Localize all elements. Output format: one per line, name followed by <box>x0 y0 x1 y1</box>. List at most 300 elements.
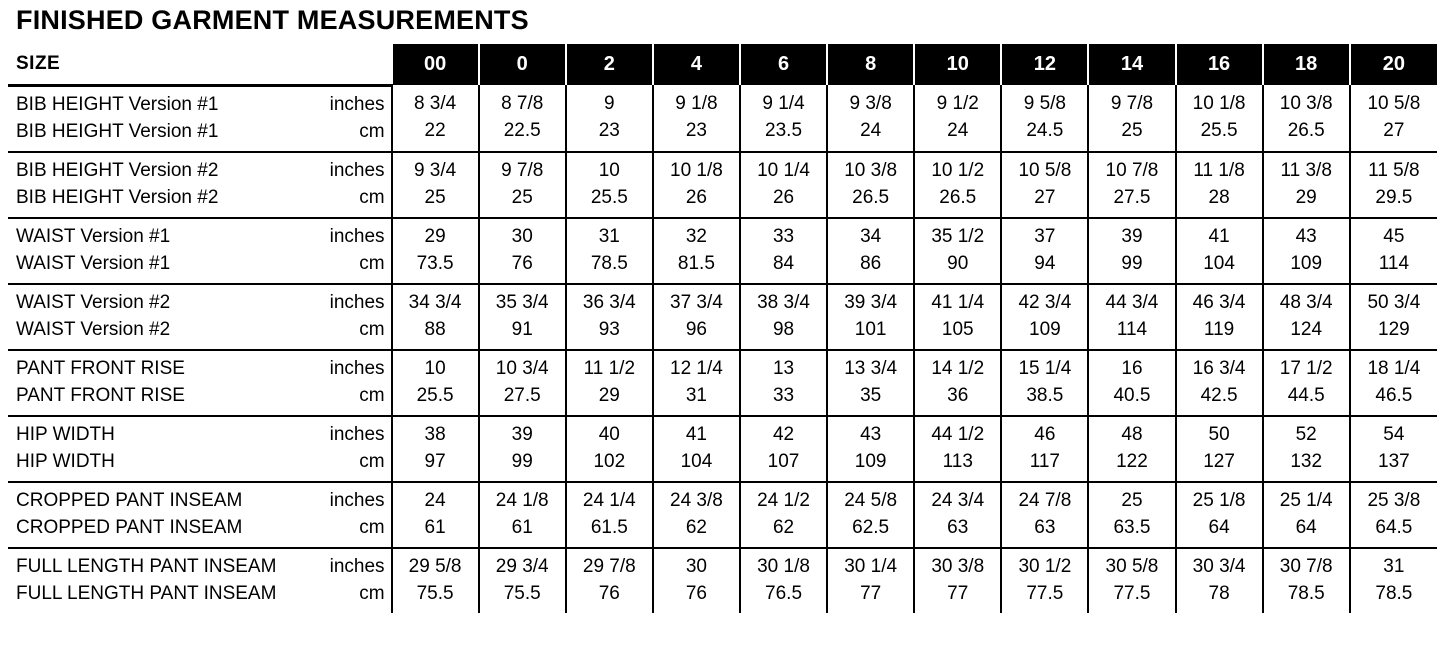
value-cm: 75.5 <box>416 582 454 604</box>
measurements-table <box>8 44 1437 613</box>
value-cell <box>827 152 914 218</box>
value-cm: 75.5 <box>503 582 541 604</box>
value-cell <box>1350 85 1437 152</box>
value-cm: 42.5 <box>1200 384 1238 406</box>
value-cm: 29 <box>598 384 620 406</box>
value-cm: 76 <box>598 582 620 604</box>
value-inches: 9 <box>604 92 615 114</box>
value-inches: 8 7/8 <box>501 92 544 114</box>
value-inches: 34 <box>860 225 882 247</box>
value-cm: 119 <box>1203 318 1235 340</box>
table-row <box>8 482 1437 548</box>
value-cm: 76 <box>685 582 707 604</box>
value-cm: 22 <box>424 119 446 141</box>
value-cm: 23 <box>598 119 620 141</box>
row-name-inches: FULL LENGTH PANT INSEAM <box>16 555 277 577</box>
size-header-label: SIZE <box>8 44 392 86</box>
value-cm: 26.5 <box>939 186 977 208</box>
value-inches: 25 3/8 <box>1367 489 1421 511</box>
value-cell <box>1350 152 1437 218</box>
value-cell <box>1176 152 1263 218</box>
value-cell <box>1263 350 1350 416</box>
row-unit-cm: cm <box>359 582 385 604</box>
value-cell <box>1001 548 1088 613</box>
value-inches: 35 1/2 <box>931 225 985 247</box>
value-cm: 26.5 <box>1287 119 1325 141</box>
table-row <box>8 218 1437 284</box>
value-cm: 93 <box>598 318 620 340</box>
value-inches: 9 7/8 <box>1110 92 1154 114</box>
value-cell <box>827 482 914 548</box>
value-cell <box>1263 482 1350 548</box>
value-cm: 62.5 <box>852 516 890 538</box>
value-cm: 27.5 <box>1113 186 1151 208</box>
value-cell <box>1001 85 1088 152</box>
row-unit-inches: inches <box>329 555 385 577</box>
value-cm: 64.5 <box>1375 516 1413 538</box>
value-cell <box>1263 284 1350 350</box>
value-inches: 10 <box>424 357 446 379</box>
value-cm: 94 <box>1034 252 1056 274</box>
value-cm: 127 <box>1203 450 1235 472</box>
value-cell <box>1088 218 1175 284</box>
size-column-header-16: 16 <box>1176 44 1263 86</box>
value-cm: 44.5 <box>1287 384 1325 406</box>
table-row <box>8 284 1437 350</box>
value-inches: 39 <box>1121 225 1143 247</box>
value-inches: 25 1/8 <box>1192 489 1246 511</box>
value-inches: 24 7/8 <box>1018 489 1072 511</box>
value-cm: 26 <box>772 186 795 208</box>
value-cm: 78.5 <box>1375 582 1413 604</box>
value-cell <box>392 548 479 613</box>
value-cm: 24 <box>947 119 969 141</box>
value-cm: 78.5 <box>1287 582 1325 604</box>
size-column-header-18: 18 <box>1263 44 1350 86</box>
value-inches: 43 <box>1295 225 1317 247</box>
value-cell <box>1001 416 1088 482</box>
value-inches: 39 <box>511 423 533 445</box>
value-inches: 29 3/4 <box>495 555 549 577</box>
value-cm: 84 <box>772 252 795 274</box>
value-cell <box>392 416 479 482</box>
row-unit-cm: cm <box>359 516 385 538</box>
value-inches: 9 1/2 <box>936 92 979 114</box>
value-inches: 11 5/8 <box>1368 159 1420 181</box>
value-cell <box>827 548 914 613</box>
value-inches: 30 1/8 <box>757 555 810 577</box>
value-cell <box>653 350 740 416</box>
row-unit-inches: inches <box>329 357 385 379</box>
value-cm: 29 <box>1295 186 1317 208</box>
value-cm: 27 <box>1383 119 1405 141</box>
row-unit-inches: inches <box>329 93 385 115</box>
value-inches: 50 3/4 <box>1367 291 1421 313</box>
value-cm: 99 <box>1121 252 1143 274</box>
value-cm: 26 <box>685 186 707 208</box>
value-inches: 10 1/4 <box>757 159 810 181</box>
value-inches: 11 1/2 <box>583 357 636 379</box>
row-label-cell <box>8 284 392 350</box>
value-inches: 29 7/8 <box>582 555 636 577</box>
value-cell <box>1088 548 1175 613</box>
value-cell <box>914 284 1001 350</box>
value-cm: 122 <box>1116 450 1148 472</box>
value-cell <box>479 152 566 218</box>
value-inches: 10 1/8 <box>670 159 723 181</box>
value-cm: 46.5 <box>1375 384 1413 406</box>
value-cm: 107 <box>767 450 800 472</box>
value-inches: 41 <box>1208 225 1230 247</box>
value-cell <box>1001 152 1088 218</box>
value-inches: 9 7/8 <box>501 159 544 181</box>
value-inches: 24 3/8 <box>670 489 723 511</box>
value-cell <box>740 85 827 152</box>
value-cm: 77 <box>860 582 882 604</box>
value-cm: 97 <box>424 450 446 472</box>
row-label-cell <box>8 350 392 416</box>
row-label-cell <box>8 482 392 548</box>
value-cell <box>740 416 827 482</box>
value-cell <box>1176 350 1263 416</box>
value-cm: 38.5 <box>1026 384 1064 406</box>
table-body <box>8 85 1437 613</box>
value-inches: 46 3/4 <box>1192 291 1246 313</box>
value-inches: 13 <box>772 357 795 379</box>
row-unit-inches: inches <box>329 225 385 247</box>
value-cell <box>566 284 653 350</box>
table-header-row <box>8 44 1437 86</box>
table-row <box>8 548 1437 613</box>
value-cm: 22.5 <box>503 119 541 141</box>
row-name-inches: WAIST Version #1 <box>16 225 171 247</box>
value-inches: 30 5/8 <box>1105 555 1159 577</box>
value-cm: 62 <box>772 516 795 538</box>
value-inches: 24 <box>424 489 446 511</box>
value-cm: 109 <box>1290 252 1323 274</box>
value-inches: 31 <box>598 225 620 247</box>
value-inches: 10 3/8 <box>844 159 898 181</box>
value-inches: 33 <box>772 225 795 247</box>
row-label-cell <box>8 416 392 482</box>
value-cell <box>566 218 653 284</box>
value-cell <box>1088 284 1175 350</box>
row-unit-inches: inches <box>329 159 385 181</box>
value-cell <box>740 218 827 284</box>
value-cm: 129 <box>1378 318 1410 340</box>
value-inches: 30 7/8 <box>1279 555 1333 577</box>
value-cell <box>566 416 653 482</box>
row-label-cell <box>8 152 392 218</box>
value-inches: 45 <box>1383 225 1405 247</box>
size-column-header-14: 14 <box>1088 44 1175 86</box>
value-cell <box>1263 416 1350 482</box>
value-inches: 39 3/4 <box>844 291 898 313</box>
value-inches: 8 3/4 <box>413 92 457 114</box>
value-cell <box>653 548 740 613</box>
value-cell <box>914 548 1001 613</box>
value-cm: 40.5 <box>1113 384 1151 406</box>
value-cell <box>479 548 566 613</box>
value-cm: 25 <box>1121 119 1143 141</box>
value-inches: 52 <box>1295 423 1317 445</box>
value-cell <box>1263 548 1350 613</box>
value-cell <box>1350 482 1437 548</box>
value-cell <box>479 416 566 482</box>
page-title: FINISHED GARMENT MEASUREMENTS <box>16 5 529 35</box>
value-inches: 34 3/4 <box>408 291 462 313</box>
value-inches: 30 <box>685 555 707 577</box>
value-inches: 9 3/8 <box>849 92 892 114</box>
value-inches: 10 5/8 <box>1018 159 1072 181</box>
row-name-inches: CROPPED PANT INSEAM <box>16 489 243 511</box>
value-inches: 50 <box>1208 423 1230 445</box>
value-cm: 27.5 <box>503 384 541 406</box>
value-inches: 10 7/8 <box>1105 159 1159 181</box>
value-cell <box>1088 350 1175 416</box>
value-cell <box>1088 416 1175 482</box>
value-inches: 16 3/4 <box>1192 357 1246 379</box>
value-cell <box>392 218 479 284</box>
value-inches: 10 1/2 <box>931 159 985 181</box>
value-cm: 25 <box>424 186 446 208</box>
value-inches: 14 1/2 <box>931 357 985 379</box>
value-cell <box>914 218 1001 284</box>
value-inches: 38 <box>424 423 446 445</box>
value-inches: 12 1/4 <box>670 357 723 379</box>
value-cell <box>740 152 827 218</box>
value-cm: 104 <box>1203 252 1235 274</box>
value-cm: 124 <box>1290 318 1323 340</box>
value-cell <box>740 482 827 548</box>
size-column-header-10: 10 <box>914 44 1001 86</box>
value-cell <box>1350 548 1437 613</box>
value-cm: 35 <box>860 384 882 406</box>
size-column-header-0: 0 <box>479 44 566 86</box>
value-cm: 98 <box>772 318 795 340</box>
value-inches: 44 1/2 <box>931 423 985 445</box>
value-inches: 11 1/8 <box>1193 159 1245 181</box>
value-inches: 41 <box>685 423 707 445</box>
value-cm: 109 <box>1029 318 1061 340</box>
row-name-cm: WAIST Version #1 <box>16 252 171 274</box>
value-cm: 105 <box>941 318 974 340</box>
table-row <box>8 85 1437 152</box>
size-column-header-2: 2 <box>566 44 653 86</box>
value-cell <box>1001 350 1088 416</box>
value-cell <box>1350 218 1437 284</box>
table-head <box>8 44 1437 86</box>
value-inches: 10 3/8 <box>1279 92 1333 114</box>
value-cell <box>740 548 827 613</box>
value-inches: 29 <box>424 225 446 247</box>
value-cm: 102 <box>593 450 626 472</box>
value-cell <box>1088 152 1175 218</box>
value-cell <box>566 85 653 152</box>
value-cell <box>827 284 914 350</box>
value-cell <box>914 350 1001 416</box>
value-inches: 31 <box>1383 555 1405 577</box>
value-cm: 86 <box>860 252 882 274</box>
value-cell <box>914 482 1001 548</box>
value-cell <box>914 416 1001 482</box>
value-inches: 42 <box>772 423 795 445</box>
value-inches: 24 1/8 <box>495 489 549 511</box>
value-cm: 23.5 <box>765 119 803 141</box>
value-cm: 88 <box>424 318 446 340</box>
value-cm: 23 <box>685 119 707 141</box>
value-cell <box>1176 284 1263 350</box>
value-cell <box>392 152 479 218</box>
value-cm: 28 <box>1208 186 1230 208</box>
value-cell <box>827 350 914 416</box>
value-cm: 25.5 <box>590 186 628 208</box>
size-column-header-20: 20 <box>1350 44 1437 86</box>
size-column-header-00: 00 <box>392 44 479 86</box>
value-inches: 35 3/4 <box>495 291 549 313</box>
value-cm: 132 <box>1290 450 1323 472</box>
value-cell <box>392 284 479 350</box>
value-cell <box>1001 482 1088 548</box>
value-inches: 54 <box>1383 423 1405 445</box>
value-inches: 24 1/4 <box>582 489 636 511</box>
value-cell <box>1176 548 1263 613</box>
value-cm: 24.5 <box>1026 119 1064 141</box>
row-name-inches: BIB HEIGHT Version #2 <box>16 159 219 181</box>
value-inches: 29 5/8 <box>408 555 462 577</box>
value-cm: 96 <box>685 318 707 340</box>
value-cm: 77.5 <box>1113 582 1151 604</box>
value-inches: 11 3/8 <box>1280 159 1332 181</box>
table-row <box>8 152 1437 218</box>
value-cell <box>479 85 566 152</box>
value-cell <box>1176 218 1263 284</box>
value-inches: 41 1/4 <box>931 291 985 313</box>
value-cm: 63 <box>1034 516 1056 538</box>
value-cell <box>653 416 740 482</box>
value-cm: 25.5 <box>416 384 454 406</box>
value-cm: 64 <box>1295 516 1317 538</box>
value-cm: 76.5 <box>765 582 803 604</box>
value-cell <box>479 284 566 350</box>
value-inches: 40 <box>598 423 620 445</box>
row-name-cm: BIB HEIGHT Version #2 <box>16 186 219 208</box>
row-unit-cm: cm <box>359 450 385 472</box>
value-inches: 10 3/4 <box>495 357 549 379</box>
value-cell <box>827 218 914 284</box>
row-unit-cm: cm <box>359 384 385 406</box>
value-cm: 24 <box>860 119 882 141</box>
value-cm: 64 <box>1208 516 1230 538</box>
value-cell <box>1350 350 1437 416</box>
table-row <box>8 416 1437 482</box>
row-name-cm: CROPPED PANT INSEAM <box>16 516 243 538</box>
row-unit-inches: inches <box>329 423 385 445</box>
value-cm: 61 <box>424 516 446 538</box>
value-cm: 117 <box>1029 450 1060 472</box>
size-column-header-4: 4 <box>653 44 740 86</box>
value-cell <box>566 152 653 218</box>
value-cell <box>740 284 827 350</box>
value-cell <box>1263 152 1350 218</box>
value-cell <box>1001 284 1088 350</box>
value-cm: 36 <box>947 384 969 406</box>
value-inches: 30 <box>511 225 533 247</box>
value-inches: 32 <box>685 225 707 247</box>
table-row <box>8 350 1437 416</box>
value-inches: 13 3/4 <box>844 357 898 379</box>
size-column-header-12: 12 <box>1001 44 1088 86</box>
row-name-inches: WAIST Version #2 <box>16 291 171 313</box>
row-unit-inches: inches <box>329 489 385 511</box>
row-name-cm: PANT FRONT RISE <box>16 384 185 406</box>
value-cm: 63 <box>947 516 969 538</box>
value-inches: 44 3/4 <box>1105 291 1159 313</box>
value-cm: 29.5 <box>1375 186 1413 208</box>
row-name-cm: FULL LENGTH PANT INSEAM <box>16 582 277 604</box>
value-cell <box>1088 85 1175 152</box>
value-cm: 25.5 <box>1200 119 1238 141</box>
value-cell <box>392 85 479 152</box>
value-cm: 73.5 <box>416 252 454 274</box>
value-cm: 114 <box>1378 252 1410 274</box>
value-cell <box>1350 416 1437 482</box>
row-label-cell <box>8 218 392 284</box>
value-inches: 9 1/8 <box>675 92 718 114</box>
value-inches: 17 1/2 <box>1279 357 1333 379</box>
value-inches: 15 1/4 <box>1018 357 1072 379</box>
value-cell <box>1176 416 1263 482</box>
value-inches: 30 3/4 <box>1192 555 1246 577</box>
value-inches: 18 1/4 <box>1367 357 1421 379</box>
value-cell <box>392 482 479 548</box>
value-cell <box>479 218 566 284</box>
row-unit-cm: cm <box>359 186 385 208</box>
value-inches: 37 3/4 <box>670 291 723 313</box>
value-cm: 63.5 <box>1113 516 1151 538</box>
value-inches: 38 3/4 <box>757 291 810 313</box>
row-name-inches: BIB HEIGHT Version #1 <box>16 93 219 115</box>
value-inches: 42 3/4 <box>1018 291 1072 313</box>
value-cell <box>653 482 740 548</box>
value-cm: 33 <box>772 384 795 406</box>
value-cell <box>1088 482 1175 548</box>
value-cell <box>1350 284 1437 350</box>
value-inches: 37 <box>1034 225 1056 247</box>
value-cell <box>914 152 1001 218</box>
value-cell <box>653 85 740 152</box>
row-name-cm: BIB HEIGHT Version #1 <box>16 120 219 142</box>
value-cm: 81.5 <box>677 252 715 274</box>
value-inches: 30 1/2 <box>1018 555 1072 577</box>
row-unit-cm: cm <box>359 252 385 274</box>
value-cell <box>1263 85 1350 152</box>
value-inches: 25 <box>1121 489 1143 511</box>
value-inches: 10 <box>598 159 620 181</box>
row-name-inches: HIP WIDTH <box>16 423 115 445</box>
value-cm: 78.5 <box>590 252 628 274</box>
value-cm: 104 <box>680 450 713 472</box>
value-inches: 10 5/8 <box>1367 92 1421 114</box>
value-cell <box>653 284 740 350</box>
value-inches: 25 1/4 <box>1279 489 1333 511</box>
value-cm: 90 <box>947 252 969 274</box>
value-inches: 46 <box>1034 423 1056 445</box>
value-inches: 24 5/8 <box>844 489 898 511</box>
value-cm: 27 <box>1034 186 1056 208</box>
value-cell <box>1176 482 1263 548</box>
value-inches: 24 3/4 <box>931 489 985 511</box>
